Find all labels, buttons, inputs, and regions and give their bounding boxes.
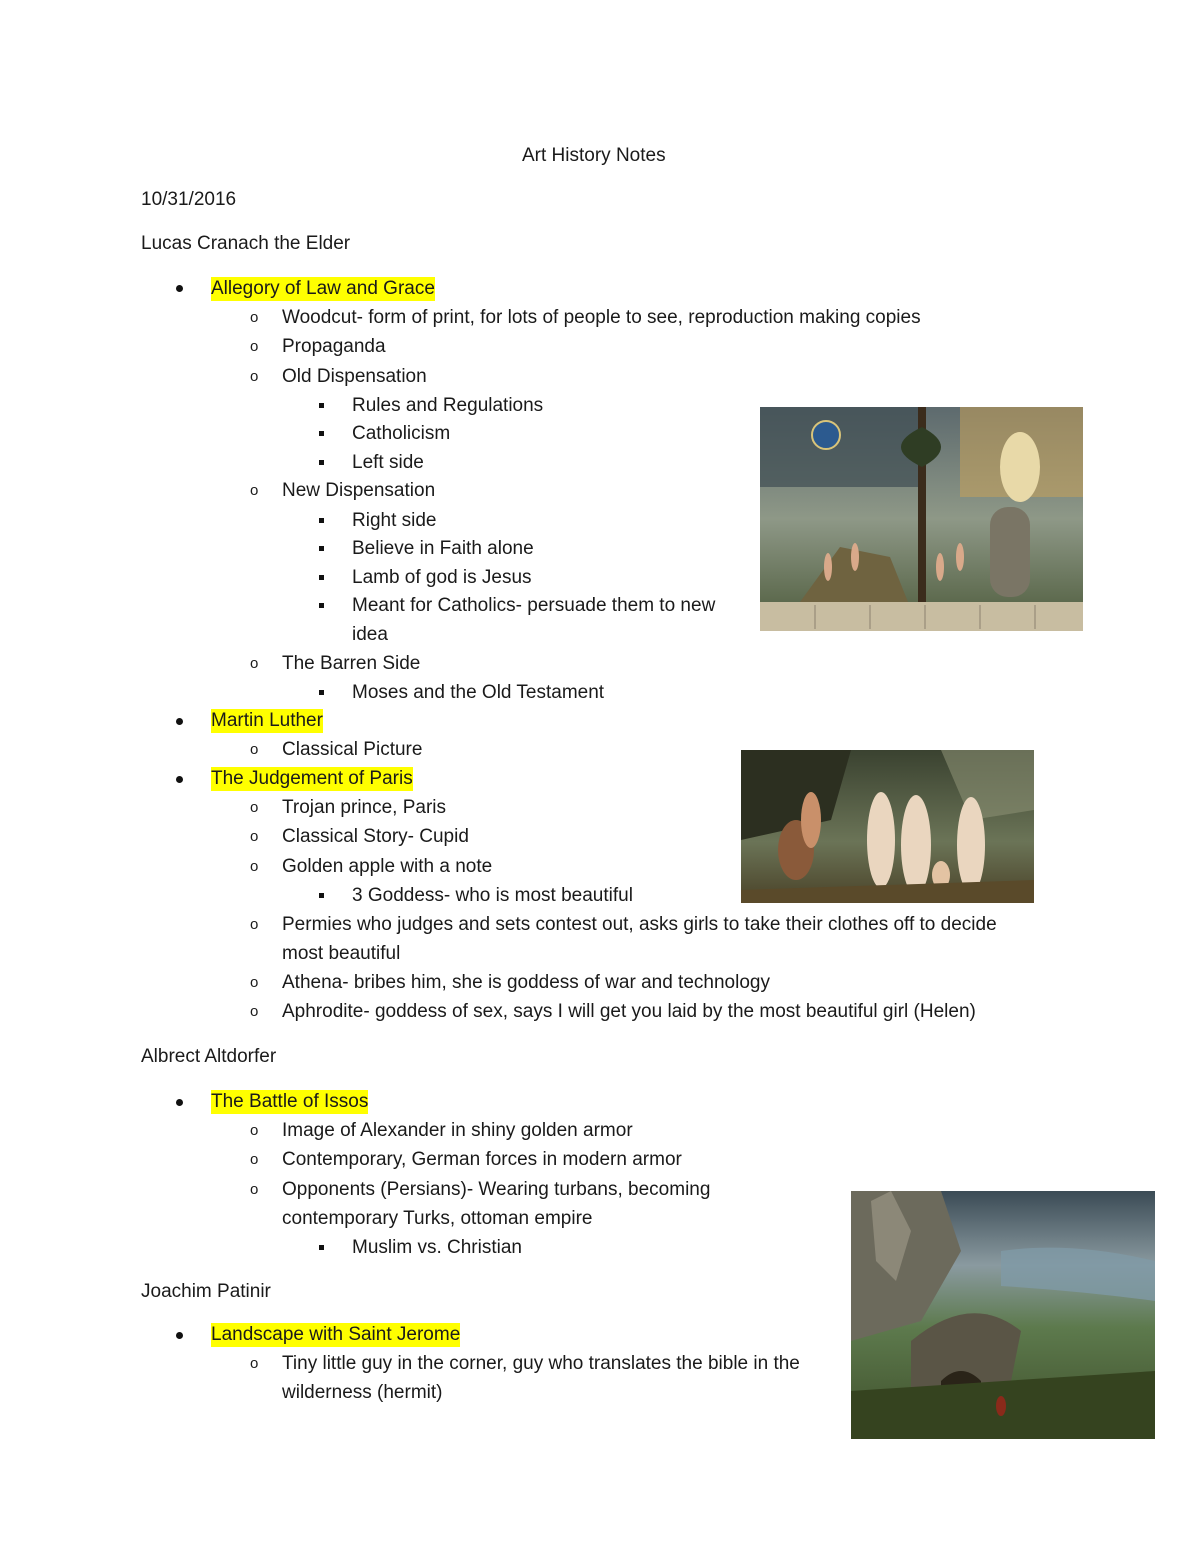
sub-note-item: Rules and Regulations <box>352 395 544 416</box>
square-bullet <box>319 893 324 898</box>
note-item: Trojan prince, Paris <box>282 797 447 818</box>
work-title: Martin Luther <box>211 710 323 731</box>
square-bullet <box>319 546 324 551</box>
artist-heading: Lucas Cranach the Elder <box>141 233 351 254</box>
note-item: Classical Story- Cupid <box>282 826 469 847</box>
sub-note-item: idea <box>352 624 388 645</box>
note-item: Aphrodite- goddess of sex, says I will get you laid by the most beautiful girl (Helen) <box>282 1001 976 1022</box>
note-item-continued: contemporary Turks, ottoman empire <box>282 1208 593 1229</box>
bullet-dot <box>176 1099 183 1106</box>
sub-bullet: o <box>250 309 259 326</box>
sub-bullet: o <box>250 858 259 875</box>
note-item: Opponents (Persians)- Wearing turbans, becoming <box>282 1179 711 1200</box>
bullet-dot <box>176 1332 183 1339</box>
judgement-of-paris-painting <box>741 750 1034 903</box>
note-item: New Dispensation <box>282 480 436 501</box>
note-date: 10/31/2016 <box>141 189 237 210</box>
note-item: Athena- bribes him, she is goddess of war and technology <box>282 972 770 993</box>
work-title: Allegory of Law and Grace <box>211 278 435 299</box>
sub-note-item: Left side <box>352 452 424 473</box>
landscape-saint-jerome-painting <box>851 1191 1155 1439</box>
sub-bullet: o <box>250 1181 259 1198</box>
note-item: Propaganda <box>282 336 386 357</box>
note-item: Image of Alexander in shiny golden armor <box>282 1120 633 1141</box>
sub-note-item: 3 Goddess- who is most beautiful <box>352 885 633 906</box>
artist-heading: Joachim Patinir <box>141 1281 271 1302</box>
sub-bullet: o <box>250 1122 259 1139</box>
note-item: Contemporary, German forces in modern armor <box>282 1149 682 1170</box>
sub-bullet: o <box>250 974 259 991</box>
square-bullet <box>319 1245 324 1250</box>
note-item: Woodcut- form of print, for lots of people to see, reproduction making copies <box>282 307 921 328</box>
sub-bullet: o <box>250 1355 259 1372</box>
bullet-dot <box>176 776 183 783</box>
square-bullet <box>319 460 324 465</box>
sub-bullet: o <box>250 482 259 499</box>
bullet-dot <box>176 285 183 292</box>
sub-note-item: Lamb of god is Jesus <box>352 567 532 588</box>
note-item-continued: wilderness (hermit) <box>282 1382 443 1403</box>
sub-bullet: o <box>250 916 259 933</box>
sub-note-item: Catholicism <box>352 423 451 444</box>
sub-bullet: o <box>250 655 259 672</box>
square-bullet <box>319 431 324 436</box>
square-bullet <box>319 518 324 523</box>
work-title: The Battle of Issos <box>211 1091 369 1112</box>
note-item: The Barren Side <box>282 653 421 674</box>
allegory-law-grace-painting <box>760 407 1083 631</box>
sub-note-item: Meant for Catholics- persuade them to new <box>352 595 716 616</box>
sub-bullet: o <box>250 799 259 816</box>
work-title: The Judgement of Paris <box>211 768 413 789</box>
note-item: Permies who judges and sets contest out, asks girls to take their clothes off to decide <box>282 914 997 935</box>
sub-note-item: Believe in Faith alone <box>352 538 534 559</box>
artist-heading: Albrect Altdorfer <box>141 1046 277 1067</box>
page-title: Art History Notes <box>522 145 666 166</box>
sub-bullet: o <box>250 1151 259 1168</box>
sub-bullet: o <box>250 741 259 758</box>
sub-bullet: o <box>250 368 259 385</box>
square-bullet <box>319 603 324 608</box>
sub-note-item: Moses and the Old Testament <box>352 682 605 703</box>
note-item: Golden apple with a note <box>282 856 493 877</box>
note-item-continued: most beautiful <box>282 943 401 964</box>
sub-note-item: Right side <box>352 510 437 531</box>
square-bullet <box>319 690 324 695</box>
sub-bullet: o <box>250 1003 259 1020</box>
sub-bullet: o <box>250 338 259 355</box>
work-title: Landscape with Saint Jerome <box>211 1324 461 1345</box>
note-item: Classical Picture <box>282 739 423 760</box>
note-item: Old Dispensation <box>282 366 427 387</box>
note-item: Tiny little guy in the corner, guy who translates the bible in the <box>282 1353 800 1374</box>
sub-note-item: Muslim vs. Christian <box>352 1237 522 1258</box>
sub-bullet: o <box>250 828 259 845</box>
square-bullet <box>319 575 324 580</box>
bullet-dot <box>176 718 183 725</box>
square-bullet <box>319 403 324 408</box>
